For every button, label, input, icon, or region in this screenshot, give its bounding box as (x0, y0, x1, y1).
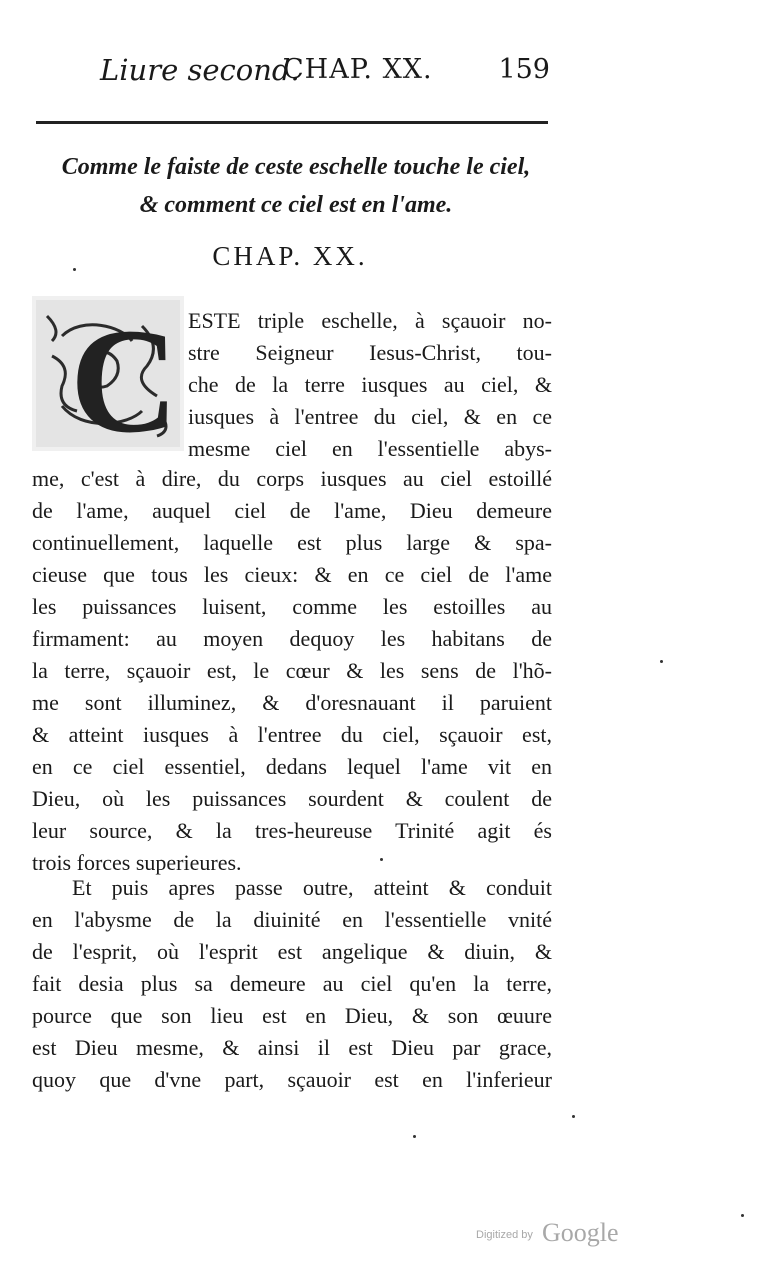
drop-cap-letter: C (70, 298, 179, 451)
text-line: leur source, & la tres-heureuse Trinité agit és (32, 818, 552, 843)
text-line: Et puis apres passe outre, atteint & conduit (72, 875, 552, 900)
paper-speck (413, 1135, 416, 1138)
text-line: en l'abysme de la diuinité en l'essentielle vnité (32, 907, 552, 932)
text-line: de l'ame, auquel ciel de l'ame, Dieu demeure (32, 498, 552, 523)
page-number: 159 (498, 54, 550, 85)
text-line: les puissances luisent, comme les estoilles au (32, 594, 552, 619)
paper-speck (741, 1214, 744, 1217)
text-line: che de la terre iusques au ciel, & (188, 372, 552, 397)
text-line: ESTE triple eschelle, à sçauoir no- (188, 308, 552, 333)
running-head-chapter: CHAP. XX. (283, 54, 433, 85)
text-line: me sont illuminez, & d'oresnauant il paruient (32, 690, 552, 715)
running-head-book: Liure second. (100, 53, 300, 87)
chapter-title-line-1: Comme le faiste de ceste eschelle touche le ciel, (61, 154, 531, 180)
text-line: fait desia plus sa demeure au ciel qu'en la terre, (32, 971, 552, 996)
first-lines-block (188, 305, 552, 465)
text-line: firmament: au moyen dequoy les habitans de (32, 626, 552, 651)
chapter-title-line-2: & comment ce ciel est en l'ame. (139, 192, 453, 218)
google-logo-icon: Google (542, 1218, 619, 1247)
paragraph-2 (32, 872, 552, 1096)
running-head (100, 50, 550, 90)
text-line: en ce ciel essentiel, dedans lequel l'ame vit en (32, 754, 552, 779)
google-watermark (476, 1218, 636, 1248)
watermark-prefix: Digitized by (476, 1229, 533, 1241)
paragraph-1 (32, 463, 552, 879)
text-line: de l'esprit, où l'esprit est angelique & diuin, & (32, 939, 552, 964)
drop-cap-c-icon (32, 296, 184, 451)
text-line: & atteint iusques à l'entree du ciel, sçauoir est, (32, 722, 552, 747)
text-line: stre Seigneur Iesus-Christ, tou- (188, 340, 552, 365)
text-line: mesme ciel en l'essentielle abys- (188, 436, 552, 461)
chapter-number: CHAP. XX. (212, 241, 368, 271)
paper-speck (380, 858, 383, 861)
text-line: iusques à l'entree du ciel, & en ce (188, 404, 552, 429)
header-rule (36, 121, 548, 124)
paper-speck (660, 660, 663, 663)
text-line: est Dieu mesme, & ainsi il est Dieu par grace, (32, 1035, 552, 1060)
chapter-title (36, 148, 556, 224)
text-line: cieuse que tous les cieux: & en ce ciel de l'ame (32, 562, 552, 587)
text-line: Dieu, où les puissances sourdent & coulent de (32, 786, 552, 811)
paper-speck (73, 268, 76, 271)
ornamental-initial-icon (32, 296, 184, 451)
text-line: continuellement, laquelle est plus large & spa- (32, 530, 552, 555)
text-line: trois forces superieures. (32, 850, 242, 875)
text-line: me, c'est à dire, du corps iusques au ciel estoillé (32, 466, 552, 491)
text-line: pource que son lieu est en Dieu, & son œuure (32, 1003, 552, 1028)
text-line: la terre, sçauoir est, le cœur & les sens de l'hõ- (32, 658, 552, 683)
text-line: quoy que d'vne part, sçauoir est en l'inferieur (32, 1067, 552, 1092)
paper-speck (572, 1115, 575, 1118)
